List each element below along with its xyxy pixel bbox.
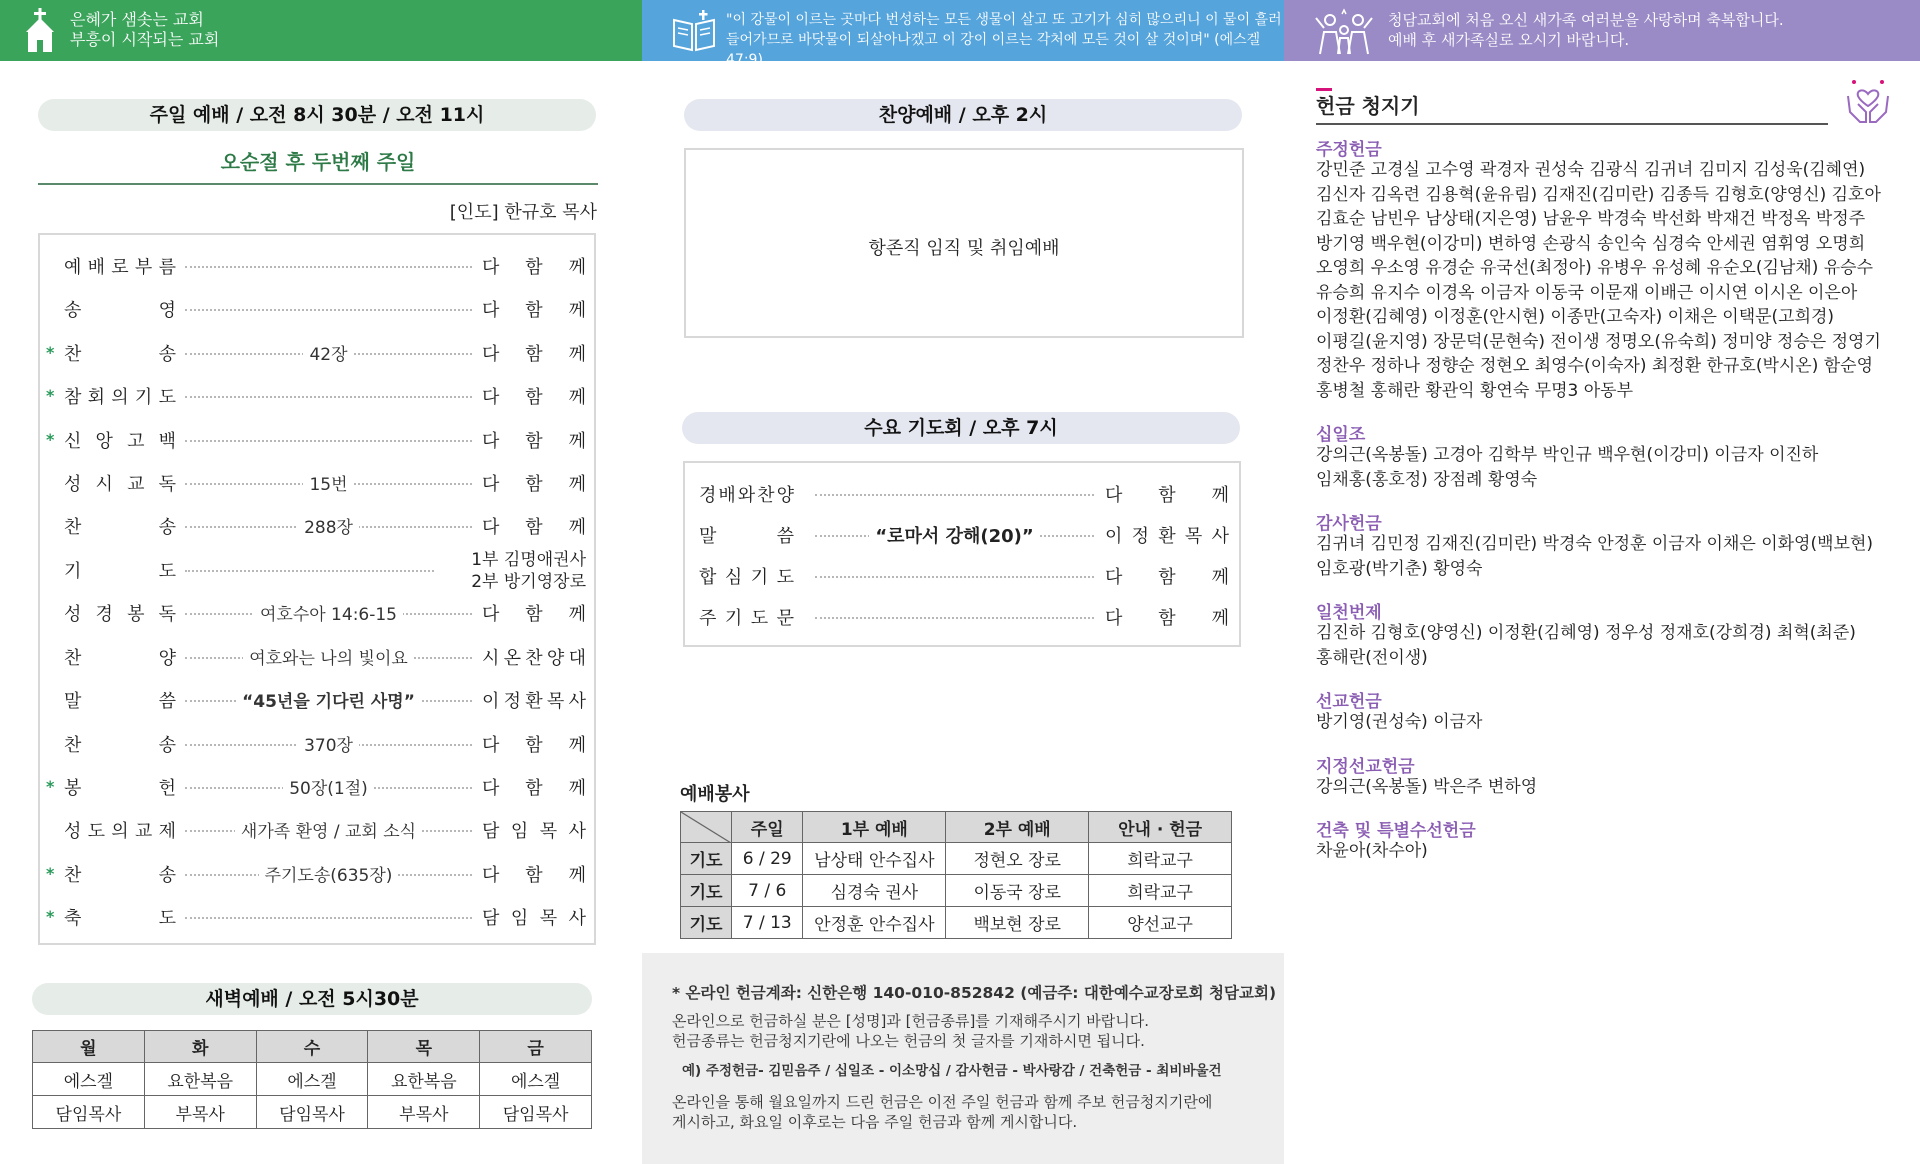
dawn-book-cell: 에스겔 (480, 1063, 592, 1096)
service-usher-cell: 희락교구 (1089, 875, 1232, 907)
dawn-day-header: 수 (256, 1031, 368, 1063)
wednesday-item-label: 경 배 와 찬 양 (699, 485, 794, 506)
header-first-service: 1부 예배 (803, 812, 946, 843)
standing-mark: * (46, 864, 55, 883)
worship-item-leader: 시 온 찬 양 대 (482, 648, 586, 669)
offering-names-line: 임채홍(홍호정) 장점례 황영숙 (1316, 469, 1538, 490)
worship-item-label: 축 도 (64, 908, 176, 929)
service-volunteers-title: 예배봉사 (680, 784, 750, 805)
dawn-leader-cell: 담임목사 (33, 1096, 145, 1129)
worship-item-label: 송 영 (64, 300, 176, 321)
hands-heart-icon (1842, 76, 1894, 126)
worship-item-detail (185, 340, 472, 365)
worship-item-leader: 다 함 께 (482, 604, 586, 625)
worship-order-row (40, 896, 594, 939)
service-kind-cell: 기도 (681, 843, 732, 875)
family-icon (1312, 8, 1376, 56)
dotted-leader-line (815, 494, 1094, 496)
worship-item-detail-text: 주기도송(635장) (259, 866, 399, 886)
online-offering-notice (642, 953, 1284, 1164)
table-row (681, 907, 1232, 939)
online-instruction-2: 헌금종류는 헌금청지기란에 나오는 헌금의 첫 글자를 기재하시면 됩니다. (672, 1032, 1145, 1050)
worship-item-detail-text: 42장 (303, 345, 353, 365)
worship-item-detail-text: 288장 (298, 518, 359, 538)
worship-item-leader: 담 임 목 사 (482, 908, 586, 929)
offering-names (1316, 532, 1896, 581)
praise-service-content: 항존직 임직 및 취임예배 (868, 238, 1060, 259)
dawn-book-cell: 에스겔 (256, 1063, 368, 1096)
worship-item-leaders (436, 549, 586, 593)
wednesday-order-row (685, 514, 1239, 555)
online-account: * 온라인 헌금계좌: 신한은행 140-010-852842 (예금주: 대한예수교장로회 청담교회) (672, 984, 1277, 1002)
worship-order-row (40, 505, 594, 548)
worship-item-leader: 담 임 목 사 (482, 821, 586, 842)
worship-item-label: 성 도 의 교 제 (64, 821, 176, 842)
wednesday-order-row (685, 473, 1239, 514)
worship-item-label: 성 경 봉 독 (64, 604, 176, 625)
praise-service-title: 찬양예배 / 오후 2시 (684, 99, 1242, 131)
worship-order-row (40, 419, 594, 462)
online-example: 예) 주정헌금- 김믿음주 / 십일조 - 이소망십 / 감사헌금 - 박사랑감 / 건축헌금 - 최비바울건 (682, 1063, 1222, 1079)
worship-item-detail-text: 15번 (303, 475, 353, 495)
online-instruction-3: 온라인을 통해 월요일까지 드린 헌금은 이전 주일 헌금과 함께 주보 헌금청지기란에 (672, 1093, 1213, 1111)
worship-item-detail (185, 470, 472, 495)
worship-item-detail (185, 774, 472, 799)
worship-order-row (40, 853, 594, 896)
worship-order-row (40, 809, 594, 852)
standing-mark: * (46, 343, 55, 362)
worship-item-leader: 다 함 께 (482, 300, 586, 321)
dotted-leader-line (185, 309, 472, 311)
worship-item-detail-text: 새가족 환영 / 교회 소식 (235, 822, 422, 842)
offering-names (1316, 158, 1896, 403)
worship-item-leader: 다 함 께 (482, 517, 586, 538)
worship-item-leader: 이 정 환 목 사 (482, 691, 586, 712)
worship-item-label: 찬 송 (64, 865, 176, 886)
dawn-day-header: 월 (33, 1031, 145, 1063)
offering-names-line: 김신자 김옥련 김용혁(윤유림) 김재진(김미란) 김종득 김형호(양영신) 김호아 (1316, 184, 1881, 205)
wednesday-service-title: 수요 기도회 / 오후 7시 (682, 412, 1240, 444)
wednesday-item-leader: 다 함 께 (1105, 567, 1229, 588)
wednesday-item-leader: 다 함 께 (1105, 485, 1229, 506)
dawn-leader-cell: 담임목사 (256, 1096, 368, 1129)
dawn-leader-cell: 부목사 (144, 1096, 256, 1129)
service-second-cell: 백보현 장로 (946, 907, 1089, 939)
header-second-service: 2부 예배 (946, 812, 1089, 843)
wednesday-item-detail (815, 522, 1094, 548)
dotted-leader-line (185, 396, 472, 398)
header-welcome-line1: 청담교회에 처음 오신 새가족 여러분을 사랑하며 축복합니다. (1388, 11, 1784, 29)
service-usher-cell: 양선교구 (1089, 907, 1232, 939)
worship-order-box (38, 233, 596, 945)
dawn-book-cell: 요한복음 (144, 1063, 256, 1096)
offering-names (1316, 621, 1896, 670)
table-corner (681, 812, 732, 843)
worship-item-label: 참 회 의 기 도 (64, 387, 176, 408)
service-date-cell: 7 / 6 (732, 875, 803, 907)
service-kind-cell: 기도 (681, 875, 732, 907)
worship-order-row (40, 462, 594, 505)
wednesday-item-detail-text: “로마서 강해(20)” (869, 526, 1039, 547)
offering-names-line: 유승희 유지수 이경옥 이금자 이동국 이문재 이배근 이시연 이시온 이은아 (1316, 282, 1858, 303)
worship-item-label: 말 씀 (64, 691, 176, 712)
worship-item-detail-text: 370장 (298, 736, 359, 756)
offering-names-line: 정찬우 정하나 정향순 정현오 최영수(이숙자) 최정환 한규호(박시온) 함순영 (1316, 356, 1874, 376)
sunday-subtitle: 오순절 후 두번째 주일 (38, 146, 598, 185)
worship-item-detail-text: 여호수아 14:6-15 (254, 605, 403, 625)
worship-item-detail (185, 817, 472, 842)
dawn-leader-cell: 담임목사 (480, 1096, 592, 1129)
dotted-leader-line (185, 570, 434, 572)
offering-category-title: 선교헌금 (1316, 692, 1382, 712)
standing-mark: * (46, 430, 55, 449)
offering-names-line: 강민준 고경실 고수영 곽경자 권성숙 김광식 김귀녀 김미지 김성욱(김혜연) (1316, 160, 1866, 180)
offering-names-line: 강의근(옥봉돌) 박은주 변하영 (1316, 776, 1538, 797)
worship-item-leader: 다 함 께 (482, 431, 586, 452)
worship-item-leader: 다 함 께 (482, 344, 586, 365)
worship-item-detail (185, 687, 472, 712)
worship-order-row (40, 375, 594, 418)
dotted-leader-line (185, 266, 472, 268)
wednesday-item-leader: 다 함 께 (1105, 608, 1229, 629)
worship-item-detail (185, 644, 472, 669)
worship-item-detail (185, 861, 472, 886)
header-slogan-1: 은혜가 샘솟는 교회 (70, 10, 204, 29)
dawn-schedule-table (32, 1030, 592, 1129)
dotted-leader-line (815, 576, 1094, 578)
offering-names-line: 이평길(윤지영) 장문덕(문현숙) 전이생 정명오(유숙희) 정미양 정승은 정영기 (1316, 331, 1881, 352)
service-second-cell: 이동국 장로 (946, 875, 1089, 907)
offering-names-line: 강의근(옥봉돌) 고경아 김학부 박인규 백우현(이강미) 이금자 이진하 (1316, 445, 1819, 465)
worship-item-label: 기 도 (64, 561, 176, 582)
worship-item-detail (185, 731, 472, 756)
offering-category-title: 건축 및 특별수선헌금 (1316, 821, 1476, 841)
worship-order-row (40, 332, 594, 375)
header-verse-line2: 들어가므로 바닷물이 되살아나겠고 이 강이 이르는 각처에 모든 것이 살 것이며" (에스겔 47:9) (726, 32, 1261, 68)
worship-item-detail-text: “45년을 기다린 사명” (236, 692, 421, 712)
worship-item-label: 찬 송 (64, 517, 176, 538)
offering-names-line: 오영희 우소영 유경순 유국선(최정아) 유병우 유성혜 유순오(김남채) 유승수 (1316, 258, 1874, 278)
worship-item-detail-text: 50장(1절) (283, 779, 374, 799)
dawn-leader-cell: 부목사 (368, 1096, 480, 1129)
dawn-day-header: 화 (144, 1031, 256, 1063)
offering-names-line: 김효순 남빈우 남상태(지은영) 남윤우 박경숙 박선화 박재건 박정옥 박정주 (1316, 209, 1866, 229)
header-verse-line1: "이 강물이 이르는 곳마다 번성하는 모든 생물이 살고 또 고기가 심히 많으리니 이 물이 흘러 (726, 12, 1282, 28)
bible-icon (670, 10, 718, 52)
worship-order-row (40, 636, 594, 679)
sunday-service-title: 주일 예배 / 오전 8시 30분 / 오전 11시 (38, 99, 596, 131)
offering-category-title: 십일조 (1316, 425, 1366, 445)
offering-names-line: 김진하 김형호(양영신) 이정환(김혜영) 정우성 정재호(강희경) 최혁(최준) (1316, 623, 1856, 643)
table-row (681, 875, 1232, 907)
worship-order-row (40, 549, 594, 592)
service-second-cell: 정현오 장로 (946, 843, 1089, 875)
diagonal-line-icon (681, 812, 731, 843)
header-slogan-2: 부흥이 시작되는 교회 (70, 30, 220, 49)
worship-item-leader: 다 함 께 (482, 474, 586, 495)
service-first-cell: 심경숙 권사 (803, 875, 946, 907)
wednesday-item-leader: 이 정 환 목 사 (1105, 526, 1229, 547)
worship-item-label: 찬 송 (64, 735, 176, 756)
praise-service-box (684, 148, 1244, 338)
offering-category-title: 일천번제 (1316, 603, 1382, 623)
worship-item-detail (185, 600, 472, 625)
offering-names (1316, 443, 1896, 492)
header-band-right (1284, 0, 1920, 61)
offering-names-line: 김귀녀 김민정 김재진(김미란) 박경숙 안정훈 이금자 이채은 이화영(백보현) (1316, 534, 1874, 554)
offering-category-title: 지정선교헌금 (1316, 756, 1415, 777)
offering-category-title: 감사헌금 (1316, 514, 1382, 534)
service-usher-cell: 희락교구 (1089, 843, 1232, 875)
offering-names-line: 방기영 백우현(이강미) 변하영 손광식 송인숙 심경숙 안세권 염휘영 오명희 (1316, 233, 1866, 254)
header-welcome-line2: 예배 후 새가족실로 오시기 바랍니다. (1388, 31, 1630, 49)
offering-names-line: 방기영(권성숙) 이금자 (1316, 712, 1483, 732)
dotted-leader-line (185, 440, 472, 442)
offering-names (1316, 710, 1896, 735)
header-usher: 안내 · 헌금 (1089, 812, 1232, 843)
worship-order-row (40, 288, 594, 331)
table-row (681, 843, 1232, 875)
service-volunteers-table (680, 811, 1232, 939)
standing-mark: * (46, 386, 55, 405)
header-band-left (0, 0, 642, 61)
worship-item-leader: 다 함 께 (482, 257, 586, 278)
wednesday-order-row (685, 555, 1239, 596)
header-date: 주일 (732, 812, 803, 843)
offering-names-line: 홍병철 홍해란 황관익 황연숙 무명3 아동부 (1316, 380, 1634, 401)
offering-names (1316, 775, 1896, 800)
wednesday-order-box (683, 461, 1241, 647)
wednesday-order-row (685, 596, 1239, 637)
sunday-leader: [인도] 한규호 목사 (449, 202, 597, 223)
standing-mark: * (46, 907, 55, 926)
online-instruction-1: 온라인으로 헌금하실 분은 [성명]과 [헌금종류]를 기재해주시기 바랍니다. (672, 1012, 1149, 1030)
dawn-day-header: 금 (480, 1031, 592, 1063)
worship-item-leader: 다 함 께 (482, 735, 586, 756)
wednesday-item-label: 합 심 기 도 (699, 567, 794, 588)
worship-item-label: 예 배 로 부 름 (64, 257, 176, 278)
wednesday-item-label: 주 기 도 문 (699, 608, 794, 629)
offering-names-line: 임호광(박기춘) 황영숙 (1316, 558, 1483, 579)
worship-item-leader: 다 함 께 (482, 865, 586, 886)
offering-title: 헌금 청지기 (1316, 90, 1828, 125)
offering-category-title: 주정헌금 (1316, 140, 1382, 160)
offering-names-line: 차윤아(차수아) (1316, 841, 1428, 861)
worship-item-label: 신 앙 고 백 (64, 431, 176, 452)
wednesday-item-label: 말 씀 (699, 526, 794, 547)
dawn-book-cell: 요한복음 (368, 1063, 480, 1096)
service-date-cell: 7 / 13 (732, 907, 803, 939)
service-first-cell: 남상태 안수집사 (803, 843, 946, 875)
service-first-cell: 안정훈 안수집사 (803, 907, 946, 939)
worship-item-detail (185, 513, 472, 538)
worship-order-row (40, 766, 594, 809)
service-kind-cell: 기도 (681, 907, 732, 939)
offering-names-line: 홍해란(전이생) (1316, 647, 1428, 668)
dawn-service-title: 새벽예배 / 오전 5시30분 (32, 983, 592, 1015)
dawn-day-header: 목 (368, 1031, 480, 1063)
online-instruction-4: 게시하고, 화요일 이후로는 다음 주일 헌금과 함께 게시합니다. (672, 1113, 1078, 1131)
offering-names (1316, 839, 1896, 864)
worship-order-row (40, 723, 594, 766)
dawn-book-cell: 에스겔 (33, 1063, 145, 1096)
header-band-middle (642, 0, 1284, 68)
worship-item-leader: 다 함 께 (482, 778, 586, 799)
worship-order-row (40, 679, 594, 722)
worship-item-label: 찬 양 (64, 648, 176, 669)
leader-first-service: 1부 김명애권사 (471, 550, 586, 570)
worship-item-label: 찬 송 (64, 344, 176, 365)
standing-mark: * (46, 777, 55, 796)
leader-second-service: 2부 방기영장로 (471, 572, 586, 592)
worship-item-detail-text: 여호와는 나의 빛이요 (243, 649, 414, 669)
worship-order-row (40, 592, 594, 635)
dotted-leader-line (815, 617, 1094, 619)
offering-names-line: 이정환(김혜영) 이정훈(안시현) 이종만(고숙자) 이채은 이택문(고희경) (1316, 307, 1835, 327)
church-icon (20, 8, 60, 54)
worship-item-label: 성 시 교 독 (64, 474, 176, 495)
service-date-cell: 6 / 29 (732, 843, 803, 875)
worship-item-label: 봉 헌 (64, 778, 176, 799)
worship-order-row (40, 245, 594, 288)
dotted-leader-line (185, 917, 472, 919)
worship-item-leader: 다 함 께 (482, 387, 586, 408)
